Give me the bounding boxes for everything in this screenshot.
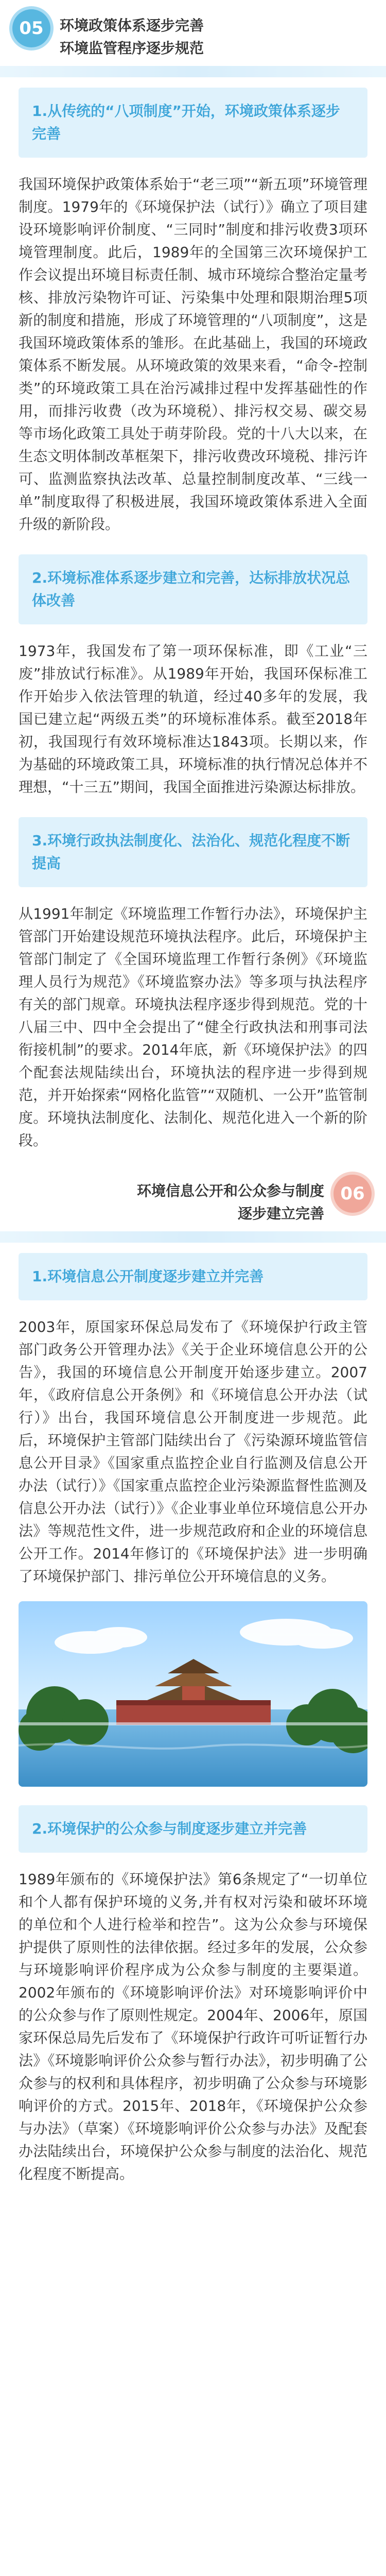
- section-title-line-2: 环境监管程序逐步规范: [60, 40, 204, 57]
- spacer: [0, 1787, 386, 1805]
- badge-number: 06: [340, 1183, 365, 1204]
- spacer: [0, 1152, 386, 1165]
- section-number-badge: [12, 9, 50, 47]
- spacer: [0, 536, 386, 554]
- subsection-heading-text: 2.环境保护的公众参与制度逐步建立并完善: [32, 1820, 307, 1837]
- illustration-image: [19, 1601, 367, 1787]
- section-decoration-bar: [0, 1231, 386, 1243]
- paragraph: 我国环境保护政策体系始于“老三项”“新五项”环境管理制度。1979年的《环境保护法（试行）》确立了项目建设环境影响评价制度、“三同时”制度和排污收费3项环境管理制度。此后，1989年的全国第三次环境保护工作会议提出环境目标责任制、城市环境综合整治定量考核、排放污染物许可证、污染集中处理和限期治理5项新的制度和措施，形成了环境管理的“八项制度”，这是我国环境政策体系的雏形。在此基础上，我国的环境政策体系不断发展。从环境政策的效果来看，“命令-控制类”的环境政策工具在治污减排过程中发挥基础性的作用，而排污收费（改为环境税）、排污权交易、碳交易等市场化政策工具处于萌芽阶段。党的十八大以来，在生态文明体制改革框架下，排污收费改环境税、排污许可、监测监察执法改革、总量控制制度改革、“三线一单”制度取得了积极进展，我国环境政策体系进入全面升级的新阶段。: [19, 176, 367, 533]
- section-title-line-2: 逐步建立完善: [237, 1205, 324, 1222]
- paragraph: 1973年，我国发布了第一项环保标准，即《工业“三废”排放试行标准》。从1989年开始，我国环保标准工作开始步入依法管理的轨道，经过40多年的发展，我国已建立起“两级五类”的环境标准体系。截至2018年初，我国现行有效环境标准达1843项。长期以来，作为基础的环境政策工具，环境标准的执行情况总体并不理想，“十三五”期间，我国全面推进污染源达标排放。: [19, 642, 367, 795]
- paragraph: 从1991年制定《环境监理工作暂行办法》，环境保护主管部门开始建设规范环境执法程序。此后，环境保护主管部门制定了《全国环境监理工作暂行条例》《环境监理人员行为规范》《环境监察办法》等多项与执法程序有关的部门规章。环境执法程序逐步得到规范。党的十八届三中、四中全会提出了“健全行政执法和刑事司法衔接机制”的要求。2014年底，新《环境保护法》的四个配套法规陆续出台，环境执法的程序进一步得到规范，并开始探索“网格化监管”“双随机、一公开”监管制度。环境执法制度化、法制化、规范化进入一个新的阶段。: [19, 905, 367, 1149]
- section-number-badge: [334, 1175, 372, 1213]
- subsection-heading: [19, 1805, 367, 1853]
- paragraph: 2003年，原国家环保总局发布了《环境保护行政主管部门政务公开管理办法》《关于企业环境信息公开的公告》，我国的环境信息公开制度开始逐步建立。2007年，《政府信息公开条例》和《环境信息公开办法（试行）》出台，我国环境信息公开制度进一步规范。此后，环境保护主管部门陆续出台了《污染源环境监管信息公开目录》《国家重点监控企业自行监测及信息公开办法（试行）》《国家重点监控企业污染源监督性监测及信息公开办法（试行）》《企业事业单位环境信息公开办法》等规范性文件，进一步规范政府和企业的环境信息公开工作。2014年修订的《环境保护法》进一步明确了环境保护部门、排污单位公开环境信息的义务。: [19, 1318, 367, 1585]
- subsection-heading-text: 2.环境标准体系逐步建立和完善，达标排放状况总体改善: [32, 569, 350, 609]
- subsection-heading: [19, 554, 367, 624]
- city-gate-illustration: [19, 1601, 367, 1787]
- section-title: [137, 1180, 324, 1225]
- section-title: [60, 14, 204, 60]
- subsection-heading-text: 1.环境信息公开制度逐步建立并完善: [32, 1268, 264, 1285]
- badge-number: 05: [19, 18, 44, 39]
- paragraph: 1989年颁布的《环境保护法》第6条规定了“一切单位和个人都有保护环境的义务,并有权对污染和破坏环境的单位和个人进行检举和控告”。这为公众参与环境保护提供了原则性的法律依据。经过多年的发展，公众参与环境影响评价程序成为公众参与制度的主要渠道。2002年颁布的《环境影响评价法》对环境影响评价中的公众参与作了原则性规定。2004年、2006年，原国家环保总局先后发布了《环境保护行政许可听证暂行办法》《环境影响评价公众参与暂行办法》，初步明确了公众参与的权利和具体程序，初步明确了公众参与环境影响评价的方式。2015年、2018年，《环境保护公众参与办法》（草案）《环境影响评价公众参与办法》及配套办法陆续出台，环境保护公众参与制度的法治化、规范化程度不断提高。: [19, 1871, 367, 2182]
- section-decoration-bar: [0, 66, 386, 77]
- section-06-header: [0, 1165, 386, 1253]
- section-title-line-1: 环境信息公开和公众参与制度: [136, 1182, 324, 1199]
- subsection-heading-text: 3.环境行政执法制度化、法治化、规范化程度不断提高: [32, 832, 350, 872]
- subsection-heading: [19, 817, 367, 887]
- section-title-line-1: 环境政策体系逐步完善: [60, 17, 204, 34]
- spacer: [0, 799, 386, 817]
- section-05-header: [0, 0, 386, 88]
- subsection-heading: [19, 1253, 367, 1300]
- subsection-heading-text: 1.从传统的“八项制度”开始，环境政策体系逐步完善: [32, 103, 340, 142]
- subsection-heading: [19, 88, 367, 158]
